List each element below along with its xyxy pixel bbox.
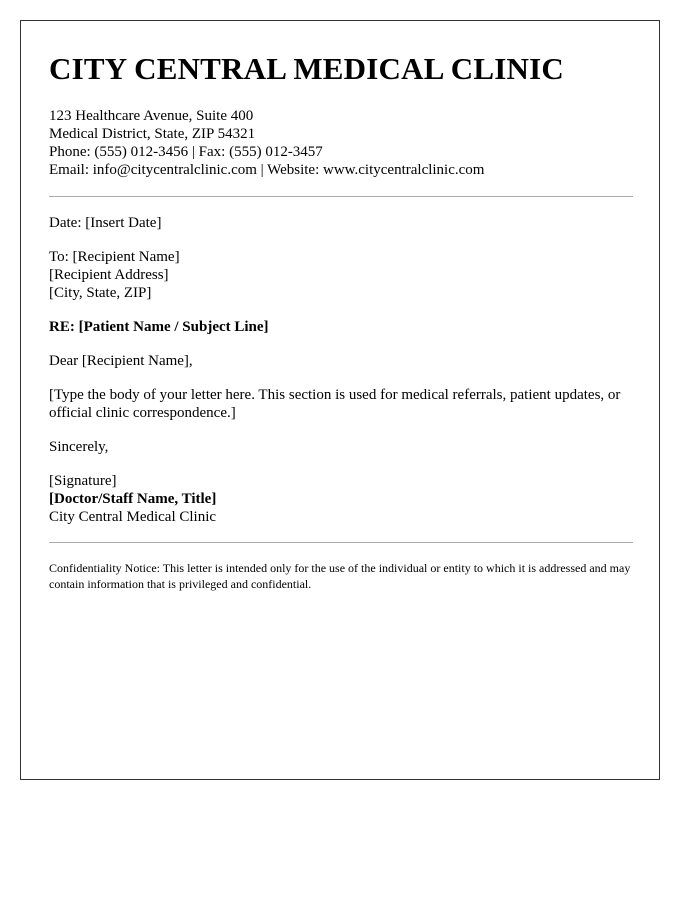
address-line-1: 123 Healthcare Avenue, Suite 400 [49, 108, 254, 124]
clinic-name: CITY CENTRAL MEDICAL CLINIC [49, 51, 564, 86]
signature-block [49, 472, 633, 526]
signer-name-title: [Doctor/Staff Name, Title] [49, 491, 217, 507]
closing: Sincerely, [49, 439, 109, 455]
letterhead [49, 49, 633, 179]
contact-phone-fax: Phone: (555) 012-3456 | Fax: (555) 012-3457 [49, 144, 323, 160]
signature: [Signature] [49, 473, 117, 489]
recipient-name: To: [Recipient Name] [49, 249, 180, 265]
signer-organization: City Central Medical Clinic [49, 509, 217, 525]
footer-divider [49, 542, 633, 543]
letter-content [49, 49, 633, 592]
contact-email-website: Email: info@citycentralclinic.com | Website: www.citycentralclinic.com [49, 162, 485, 178]
letter-page [20, 20, 660, 780]
header-divider [49, 196, 633, 197]
subject-line: RE: [Patient Name / Subject Line] [49, 319, 269, 335]
address-line-2: Medical District, State, ZIP 54321 [49, 126, 256, 142]
salutation: Dear [Recipient Name], [49, 353, 193, 369]
recipient-city-state-zip: [City, State, ZIP] [49, 285, 152, 301]
clinic-address-block [49, 107, 633, 179]
recipient-address: [Recipient Address] [49, 267, 169, 283]
recipient-block [49, 248, 633, 302]
confidentiality-notice: Confidentiality Notice: This letter is intended only for the use of the individual or entity to which it is addressed and may contain information that is privileged and confidential. [49, 561, 631, 591]
letter-date: Date: [Insert Date] [49, 215, 162, 231]
letter-body: [Type the body of your letter here. This section is used for medical referrals, patient updates, or official clinic correspondence.] [49, 387, 621, 421]
